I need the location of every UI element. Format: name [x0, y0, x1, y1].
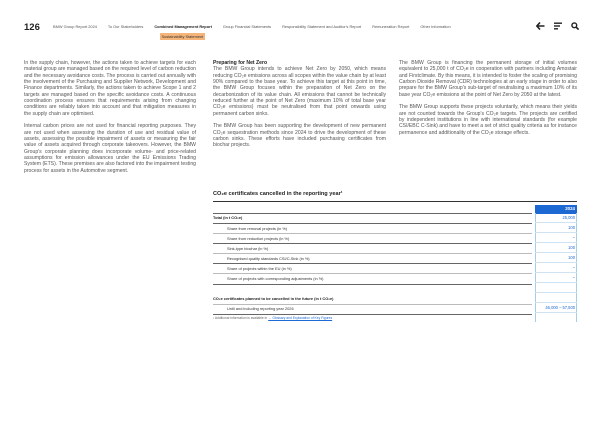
text-column-2 [213, 60, 386, 155]
nav-item-responsibility-statement[interactable]: Responsibility Statement and Auditor's Report [282, 24, 362, 29]
row-label: Share from reduction projects (in %) [227, 236, 290, 241]
row-value: 100 [535, 223, 577, 233]
search-icon[interactable] [571, 22, 579, 30]
row-label: Share of projects within the EU (in %) [227, 266, 292, 271]
paragraph: The BMW Group intends to achieve Net Zero by 2050, which means reducing CO₂e emissions across all scopes within the value chain by at least 90% compared to the base year. To achieve this target at this point in time, the BMW Group focuses within the preparation of Net Zero on the decarbonization of its value chain. All emissions that cannot be technically reduced further at the point of Net Zero (maximum 10% of total base year CO₂e emissions) must be neutralised from that point onwards using permanent carbon sinks. [213, 66, 386, 117]
text-column-3 [399, 60, 577, 142]
row-value: 25,000 [535, 213, 577, 223]
row-value-empty [535, 283, 577, 293]
row-label: CO₂e certificates planned to be cancelled in the future (in t CO₂e) [213, 296, 334, 301]
paragraph: Internal carbon prices are not used for financial reporting purposes. They are not used when assessing the duration of use and residual value of assets, assessing the possible impairment of assets or measuring the fair value of assets acquired through corporate takeovers. However, the BMW Group's corporate planning does incorporate volume- and price-related assumptions for emission allowances under the EU Emissions Trading System (ETS). These premises are also factored into the impairment testing process for assets in the Automotive segment. [24, 123, 196, 174]
nav-item-other-information[interactable]: Other Information [420, 24, 451, 29]
table-divider [213, 314, 532, 315]
nav-item-financial-statements[interactable]: Group Financial Statements [222, 24, 272, 29]
table-row [213, 294, 532, 304]
top-navigation [53, 24, 451, 29]
glossary-link[interactable]: → Glossary and Explanation of Key Figures [268, 316, 333, 320]
table-row [213, 304, 532, 314]
table-row [213, 213, 532, 223]
row-value: 46,000 – 57,500 [535, 303, 577, 313]
table-title: CO₂e certificates cancelled in the reporting year¹ [213, 191, 343, 197]
table-title-divider [213, 201, 577, 202]
table-divider [213, 284, 532, 285]
row-value: – [535, 233, 577, 243]
row-value: – [535, 273, 577, 283]
page-header [0, 0, 600, 46]
paragraph: In the supply chain, however, the actions taken to achieve targets for each material group are managed based on the required level of carbon reduction and the necessary avoidance costs. The process is carried out annually with the involvement of the Purchasing and Supplier Network, Development and Finance departments. Similarly, the actions taken to achieve Scope 1 and 2 targets are managed based on the specific avoidance costs. A continuous coordination process ensures that requirements arising from changing conditions are reliably taken into account and that mitigation measures in the supply chain are optimised. [24, 60, 196, 117]
page-number: 126 [24, 22, 40, 33]
section-subheading: Preparing for Net Zero [213, 60, 268, 66]
table-year-header: 2024 [535, 205, 577, 214]
header-icons [536, 22, 579, 30]
row-value: 100 [535, 243, 577, 253]
footnote-text: ¹ Additional information is available in [213, 316, 269, 320]
nav-item-management-report[interactable]: Combined Management Report [154, 24, 212, 29]
paragraph: The BMW Group is financing the permanent storage of initial volumes equivalent to 25,000 t of CO₂e in cooperation with partners including Amostair and Firstclimate. By this means, it is intended to foster the scaling of promising Carbon Dioxide Removal (CDR) technologies at an early stage in order to also prepare for the BMW Group's sub-target of neutralising a maximum 10% of its base year CO₂e emissions at the point of Net Zero by 2050 at the latest. [399, 60, 577, 98]
table-row [213, 274, 532, 284]
paragraph: The BMW Group has been supporting the development of new permanent CO₂e sequestration methods since 2024 to drive the development of these carbon sinks. These efforts have included purchasing certificates from biochar projects. [213, 123, 386, 149]
row-label: Until and including reporting year 2026 [227, 306, 294, 311]
row-label: Sink-type biochar (in %) [227, 246, 269, 251]
nav-item-stakeholders[interactable]: To Our Stakeholders [107, 24, 144, 29]
nav-item-group-report[interactable]: BMW Group Report 2024 [53, 24, 97, 29]
row-label: Share of projects with corresponding adjustments (in %) [227, 276, 324, 281]
table-footnote [213, 316, 332, 320]
row-value [535, 293, 577, 303]
sustainability-statement-tab[interactable]: Sustainability Statement [161, 34, 204, 39]
back-arrow-icon[interactable] [536, 22, 545, 30]
row-value: – [535, 263, 577, 273]
nav-item-remuneration-report[interactable]: Remuneration Report [372, 24, 410, 29]
row-value: 100 [535, 253, 577, 263]
paragraph: The BMW Group supports these projects voluntarily, which means their yields are not counted towards the Group's CO₂e targets. The projects are certified by independent institutions in line with international standards (for example CSI/EBC C-Sink) and have to meet a set of strict quality criteria as for instance permanence and additionality of the CO₂e storage effects. [399, 104, 577, 136]
row-label: Total (in t CO₂e) [213, 215, 243, 220]
row-label: Recognised quality standards CSI/C-Sink (in %) [227, 256, 310, 261]
menu-icon[interactable] [554, 22, 562, 30]
row-label: Share from removal projects (in %) [227, 226, 288, 231]
text-column-1 [24, 60, 196, 180]
